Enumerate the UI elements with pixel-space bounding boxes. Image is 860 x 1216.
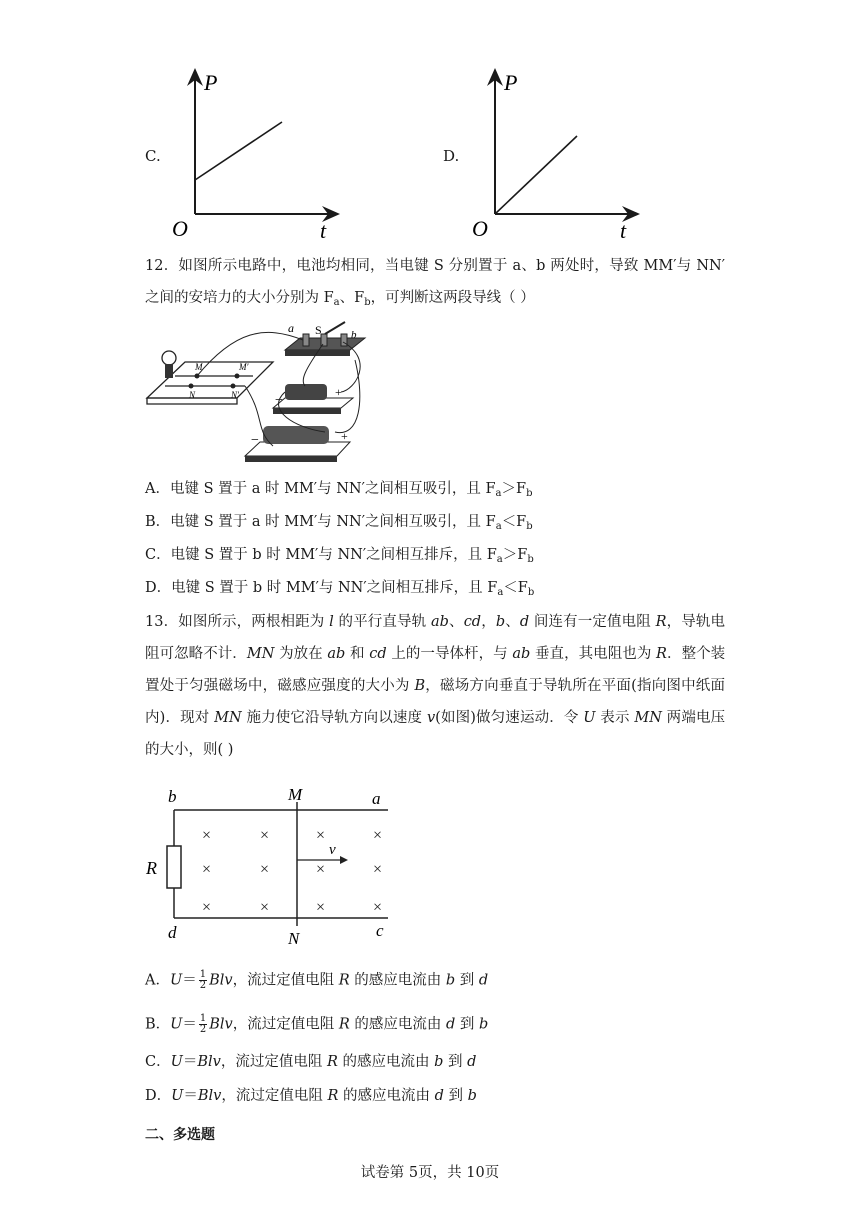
svg-text:−: − <box>275 393 283 408</box>
field-cross: × <box>202 899 212 916</box>
field-cross: × <box>316 899 326 916</box>
field-cross: × <box>373 899 383 916</box>
q12-option-a[interactable]: A．电键 S 置于 a 时 MM′与 NN′之间相互吸引，且 $F_a>F_b$ <box>145 481 533 499</box>
q13-option-a[interactable]: A．U＝ $\frac{1}{2}$ Blv，流过定值电阻 R 的感应电流由 b 到 d <box>145 969 489 991</box>
p-line-origin <box>495 136 577 214</box>
svg-text:M′: M′ <box>239 362 249 372</box>
q12-option-d[interactable]: D．电键 S 置于 b 时 MM′与 NN′之间相互排斥，且 $F_a<F_b$ <box>145 580 535 598</box>
graph-d-p-vs-t <box>460 68 650 238</box>
question-12-circuit-figure <box>145 320 370 465</box>
q13-option-d[interactable]: D．U＝Blv，流过定值电阻 R 的感应电流由 d 到 b <box>145 1088 477 1104</box>
question-13-stem: 13．如图所示，两根相距为 l 的平行直导轨 ab、cd，b、d 间连有一定值电阻 R，导轨电阻可忽略不计．MN 为放在 ab 和 cd 上的一导体杆，与 ab 垂直，其电阻也为 R．整个装置处于匀强磁场中，磁感应强度的大小为 B，磁场方向垂直于导轨所在平面(指向图中纸面内)．现对 MN 施力使它沿导轨方向以速度 v(如图)做匀速运动．令 U 表示 MN 两端电压的大小，则( ) <box>145 614 726 758</box>
svg-text:R: R <box>146 858 157 878</box>
option-d-label: D. <box>443 147 460 165</box>
field-cross: × <box>260 827 270 844</box>
svg-text:M: M <box>288 785 303 804</box>
y-axis-label: P <box>204 70 218 95</box>
svg-text:M: M <box>195 362 203 372</box>
field-cross: × <box>202 861 212 878</box>
svg-text:a: a <box>288 321 294 335</box>
p-line-offset <box>195 122 282 180</box>
option-c-label: C. <box>145 147 161 165</box>
graph-c-p-vs-t <box>160 68 350 238</box>
magnetic-field-crosses <box>202 827 382 916</box>
section-multiple-choice-heading: 二、多选题 <box>145 1127 215 1143</box>
svg-text:N: N <box>288 929 300 948</box>
svg-text:b: b <box>168 787 177 806</box>
svg-text:S: S <box>315 323 322 337</box>
q12-option-b[interactable]: B．电键 S 置于 a 时 MM′与 NN′之间相互吸引，且 $F_a<F_b$ <box>145 514 533 532</box>
field-cross: × <box>316 827 326 844</box>
q13-option-c[interactable]: C．U＝Blv，流过定值电阻 R 的感应电流由 b 到 d <box>145 1054 477 1070</box>
origin-label: O <box>172 216 188 238</box>
field-cross: × <box>373 861 383 878</box>
q12-option-c[interactable]: C．电键 S 置于 b 时 MM′与 NN′之间相互排斥，且 $F_a>F_b$ <box>145 547 534 565</box>
svg-text:+: + <box>335 385 342 399</box>
svg-text:v: v <box>329 842 336 858</box>
svg-text:+: + <box>341 429 348 443</box>
x-axis-label: t <box>320 218 327 238</box>
svg-text:d: d <box>168 923 177 942</box>
field-cross: × <box>260 861 270 878</box>
origin-label: O <box>472 216 488 238</box>
svg-text:N′: N′ <box>231 390 239 400</box>
svg-text:a: a <box>372 789 381 808</box>
field-cross: × <box>260 899 270 916</box>
q13-option-b[interactable]: B．U＝ $\frac{1}{2}$ Blv，流过定值电阻 R 的感应电流由 d 到 b <box>145 1013 489 1035</box>
question-13-rail-figure <box>140 780 400 950</box>
page-footer: 试卷第 5页，共 10页 <box>360 1165 500 1181</box>
y-axis-label: P <box>504 70 518 95</box>
svg-text:−: − <box>251 433 259 448</box>
field-cross: × <box>202 827 212 844</box>
field-cross: × <box>316 861 326 878</box>
svg-text:b: b <box>351 329 357 341</box>
field-cross: × <box>373 827 383 844</box>
svg-text:N: N <box>189 390 196 400</box>
svg-text:c: c <box>376 921 384 940</box>
x-axis-label: t <box>620 218 627 238</box>
question-12-stem: 12．如图所示电路中，电池均相同，当电键 S 分别置于 a、b 两处时，导致 MM′与 NN′之间的安培力的大小分别为 $F_a$、$F_b$，可判断这两段导线（ ） <box>145 258 725 308</box>
